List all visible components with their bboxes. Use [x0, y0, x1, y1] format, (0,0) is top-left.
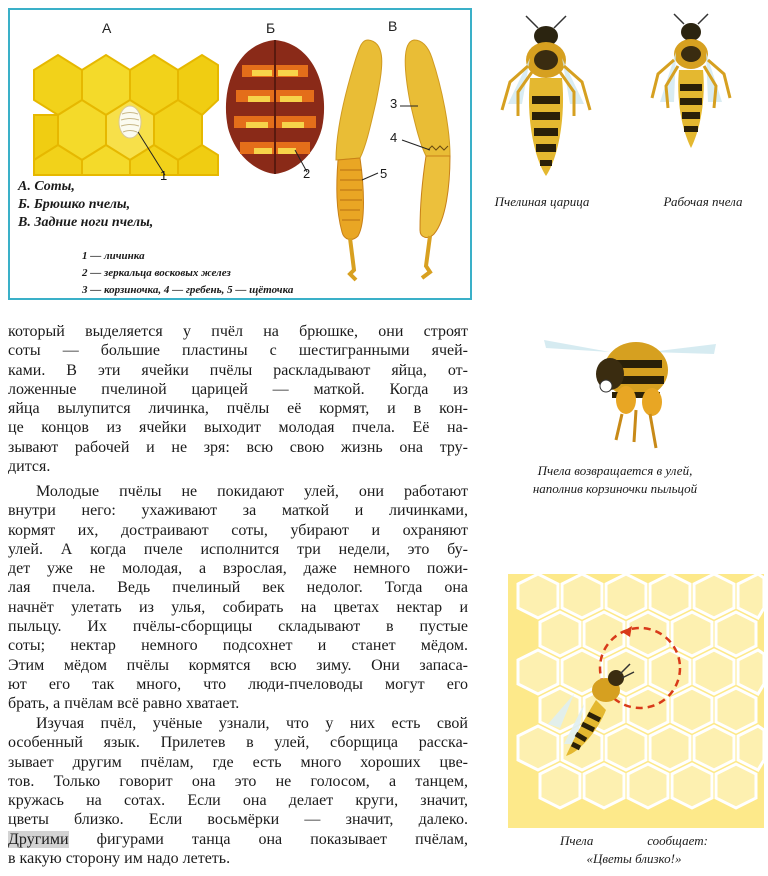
figure-legend [82, 248, 382, 299]
caption-a: А. Соты, [18, 179, 75, 194]
bee-abdomen-illustration [226, 40, 324, 174]
figure-letter-a: А [102, 20, 112, 36]
caption-line: «Цветы близко!» [586, 851, 682, 866]
callout-5: 5 [380, 166, 388, 181]
figure-captions [18, 178, 278, 232]
text-line: Изучая пчёл, учёные узнали, что у них есть свой [36, 715, 468, 732]
legend-item: 2 — зеркальца восковых желез [82, 267, 231, 279]
text-line: дет уже не молодая, а взрослая, даже немного пожи- [8, 560, 468, 578]
text-line: кормят их, достраивают соты, убирают и охраняют [8, 521, 468, 539]
bee-leg-basket-illustration [400, 40, 450, 278]
callout-4: 4 [390, 130, 398, 145]
bees-illustration [488, 8, 764, 192]
text-line: це концов из ячейки выходит молодая пчела. Её на- [8, 419, 468, 437]
text-line: тов. Только говорит она это не голосом, а танцем, [8, 772, 468, 790]
text-line: яйца вылупится личинка, пчёлы её кормят, и в кон- [8, 400, 468, 418]
text-line: ложенные пчелиной царицей — маткой. Когда из [8, 380, 468, 398]
text-line: Этим мёдом пчёлы кормятся всю зиму. Они запаса- [8, 656, 468, 674]
caption-b: Б. Брюшко пчелы, [18, 197, 131, 212]
queen-label: Пчелиная царица [494, 194, 590, 209]
text-line: внутри него: ухаживают за маткой и личинками, [8, 502, 468, 520]
text-line: дится. [8, 458, 51, 476]
bee-leg-brush-illustration [336, 40, 382, 280]
dance-honeycomb-illustration [508, 574, 764, 828]
dance-caption [560, 832, 708, 868]
callout-1: 1 [160, 168, 168, 183]
text-line: брать, а пчёлам всё равно хватает. [8, 695, 240, 713]
worker-bee-illustration [652, 14, 730, 148]
paragraph-1 [8, 322, 468, 476]
text-line: цветы близко. Если восьмёрки — значит, далеко. [8, 811, 468, 829]
text-line: пыльцу. Их пчёлы-сборщицы складывают в пустые [8, 618, 468, 636]
text-line: начнёт улетать из улья, собирать на цветах нектар и [8, 598, 468, 616]
queen-bee-illustration [502, 16, 590, 176]
worker-label: Рабочая пчела [663, 194, 743, 209]
text-line: соты; нектар немного подсохнет и станет мёдом. [8, 637, 468, 655]
text-line: кружась на сотах. Если она делает круги, значит, [8, 792, 468, 810]
text-line: ками. В эти ячейки пчёлы раскладывают яйца, от- [8, 361, 468, 379]
honeycomb-illustration [34, 55, 218, 175]
text-line: зывает другим пчёлам, где есть много хороших цве- [8, 753, 468, 771]
caption-line: Пчела сообщает: [560, 833, 708, 848]
figure-box [8, 8, 472, 300]
text-line: в какую сторону им надо лететь. [8, 850, 231, 868]
text-line: ют его так много, что люди-пчеловоды могут его [8, 675, 468, 693]
legend-item: 3 — корзиночка, 4 — гребень, 5 — щёточка [82, 284, 294, 296]
text-line: зывают рабочей и не зря: всю свою жизнь она тру- [8, 438, 468, 456]
callout-3: 3 [390, 96, 398, 111]
caption-v: В. Задние ноги пчелы, [18, 215, 154, 230]
text-line-highlight [8, 830, 468, 849]
text-line: Молодые пчёлы не покидают улей, они работают [36, 483, 468, 500]
figure-letter-v: В [388, 18, 398, 34]
figure-letter-b: Б [266, 20, 276, 36]
text-line: соты — большие пластины с шестигранными ячей- [8, 342, 468, 360]
caption-line: наполнив корзиночки пыльцой [532, 481, 698, 496]
legend-item: 1 — личинка [82, 250, 145, 262]
paragraph-3 [8, 714, 468, 868]
paragraph-2 [8, 482, 468, 714]
highlighted-word: Другими [8, 830, 69, 848]
text-line: лая пчела. Ведь пчелиный век недолог. Тогда она [8, 579, 468, 597]
text-line: улей. А когда пчеле исполнится три недели, это бу- [8, 540, 468, 558]
flying-bee-illustration [540, 330, 720, 456]
caption-line: Пчела возвращается в улей, [537, 463, 693, 478]
callout-2: 2 [303, 166, 311, 181]
text-fragment: фигурами танца она показывает пчёлам, [68, 830, 468, 848]
text-line: особенный язык. Прилетев в улей, сборщица расска- [8, 734, 468, 752]
returning-bee-caption [496, 462, 734, 498]
text-line: который выделяется у пчёл на брюшке, они строят [8, 323, 468, 340]
